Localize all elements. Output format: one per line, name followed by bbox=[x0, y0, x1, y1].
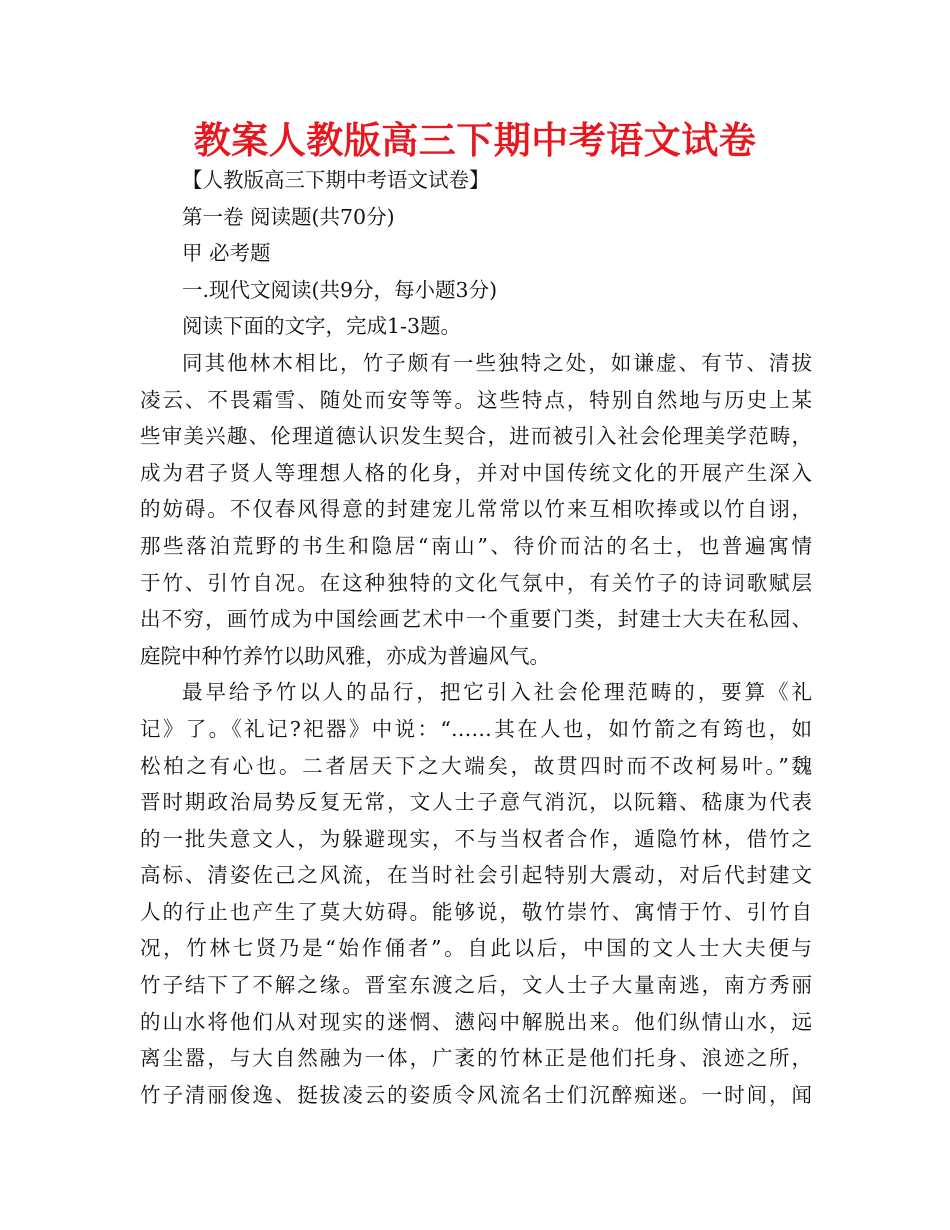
text-line: 第一卷 阅读题(共70分) bbox=[182, 204, 395, 229]
text-line: 同其他林木相比，竹子颇有一些独特之处，如谦虚、有节、清拔 bbox=[182, 350, 812, 375]
text-line: 成为君子贤人等理想人格的化身，并对中国传统文化的开展产生深入 bbox=[140, 460, 812, 485]
text-line: 阅读下面的文字，完成1-3题。 bbox=[182, 314, 462, 339]
text-line: 记》了。《礼记?祀器》中说：“……其在人也，如竹箭之有筠也，如 bbox=[140, 716, 812, 741]
document-body bbox=[140, 162, 812, 1113]
text-line: 【人教版高三下期中考语文试卷】 bbox=[182, 168, 490, 192]
text-line: 那些落泊荒野的书生和隐居“南山”、待价而沽的名士，也普遍寓情 bbox=[140, 533, 812, 558]
text-line: 竹子结下了不解之缘。晋室东渡之后，文人士子大量南逃，南方秀丽 bbox=[140, 973, 812, 998]
text-line: 况，竹林七贤乃是“始作俑者”。自此以后，中国的文人士大夫便与 bbox=[140, 936, 812, 961]
text-line: 些审美兴趣、伦理道德认识发生契合，进而被引入社会伦理美学范畴， bbox=[140, 424, 812, 449]
text-line: 人的行止也产生了莫大妨碍。能够说，敬竹崇竹、寓情于竹、引竹自 bbox=[140, 899, 812, 924]
text-line: 离尘嚣，与大自然融为一体，广袤的竹林正是他们托身、浪迹之所， bbox=[140, 1046, 812, 1071]
text-line: 的一批失意文人，为躲避现实，不与当权者合作，遁隐竹林，借竹之 bbox=[140, 826, 812, 851]
text-line: 高标、清姿佐己之风流，在当时社会引起特别大震动，对后代封建文 bbox=[140, 863, 812, 888]
text-line: 竹子清丽俊逸、挺拔凌云的姿质令风流名士们沉醉痴迷。一时间，闻 bbox=[140, 1082, 812, 1107]
text-line: 的妨碍。不仅春风得意的封建宠儿常常以竹来互相吹捧或以竹自诩， bbox=[140, 497, 812, 522]
document-title: 教案人教版高三下期中考语文试卷 bbox=[193, 119, 757, 162]
text-line: 最早给予竹以人的品行，把它引入社会伦理范畴的，要算《礼 bbox=[182, 680, 812, 705]
text-line: 一.现代文阅读(共9分，每小题3分) bbox=[182, 277, 498, 302]
text-line: 凌云、不畏霜雪、随处而安等等。这些特点，特别自然地与历史上某 bbox=[140, 387, 812, 412]
text-line: 的山水将他们从对现实的迷惘、懑闷中解脱出来。他们纵情山水，远 bbox=[140, 1009, 812, 1034]
text-line: 出不穷，画竹成为中国绘画艺术中一个重要门类，封建士大夫在私园、 bbox=[140, 607, 812, 632]
text-line: 甲 必考题 bbox=[182, 241, 271, 266]
text-line: 晋时期政治局势反复无常，文人士子意气消沉，以阮籍、嵇康为代表 bbox=[140, 790, 812, 815]
text-line: 庭院中种竹养竹以助风雅，亦成为普遍风气。 bbox=[140, 643, 550, 668]
text-line: 于竹、引竹自况。在这种独特的文化气氛中，有关竹子的诗词歌赋层 bbox=[140, 570, 812, 595]
text-line: 松柏之有心也。二者居天下之大端矣，故贯四时而不改柯易叶。”魏 bbox=[140, 753, 812, 778]
